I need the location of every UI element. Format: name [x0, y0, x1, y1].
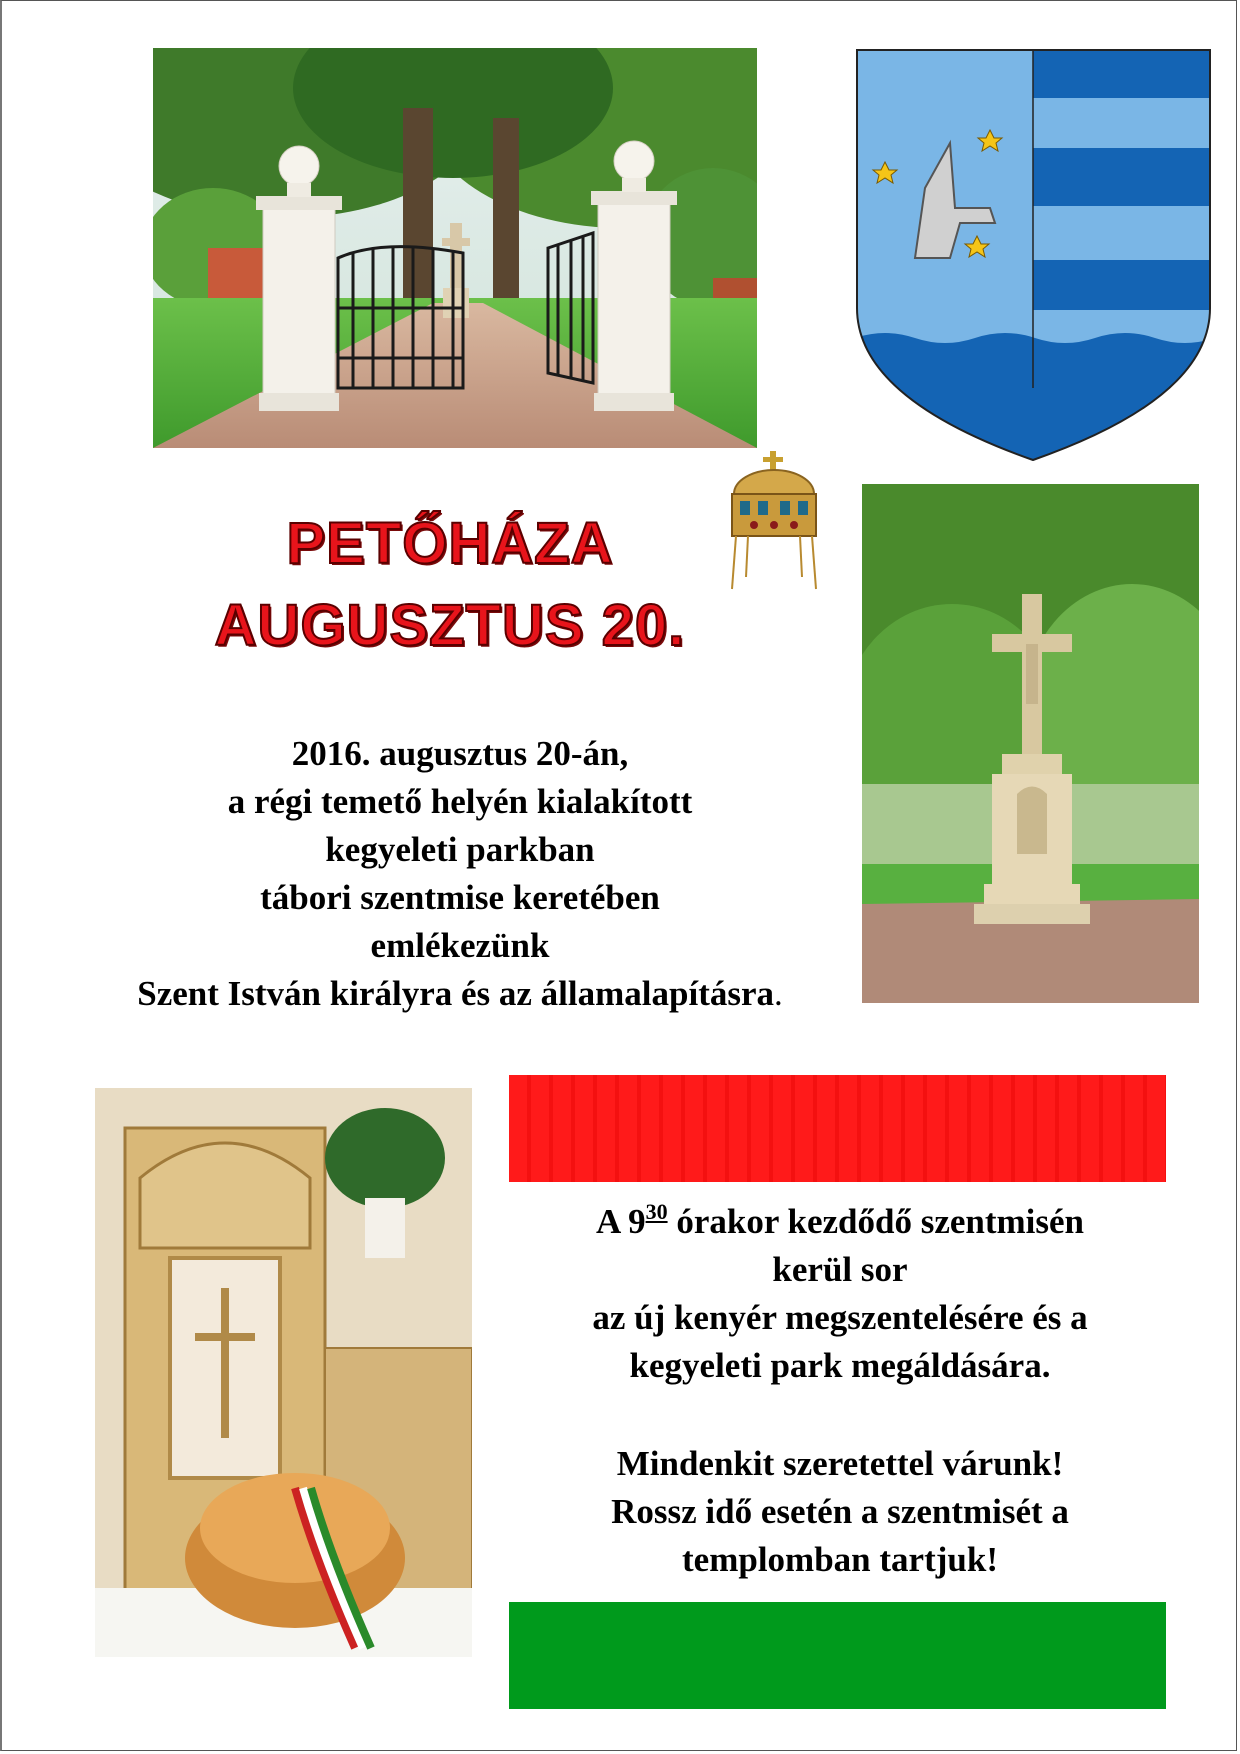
- mass-line: az új kenyér megszentelésére és a: [592, 1298, 1088, 1337]
- altar-illustration: [95, 1088, 472, 1657]
- title-line-2: AUGUSZTUS 20.: [214, 593, 686, 658]
- coat-of-arms-shield: [855, 48, 1212, 462]
- invite-line: Mindenkit szeretettel várunk!: [616, 1444, 1064, 1483]
- mass-text: [500, 1188, 1180, 1390]
- intro-line: tábori szentmise keretében: [260, 878, 660, 917]
- cemetery-gate-illustration: [153, 48, 757, 448]
- intro-line: kegyeleti parkban: [325, 830, 595, 869]
- altar-with-bread-photo: [95, 1088, 472, 1657]
- intro-line: emlékezünk: [370, 926, 550, 965]
- intro-line-last: [60, 970, 860, 1018]
- flag-red-stripe: [509, 1075, 1166, 1182]
- intro-text: [60, 730, 860, 1018]
- mass-minutes: 30: [645, 1199, 668, 1224]
- cemetery-gate-photo: [153, 48, 757, 448]
- mass-prefix: A 9: [595, 1202, 646, 1241]
- mass-line: kerül sor: [772, 1250, 908, 1289]
- invite-text: [500, 1440, 1180, 1584]
- title-line-1: PETŐHÁZA: [286, 511, 614, 576]
- mass-line-time: [500, 1188, 1180, 1246]
- wayside-cross-illustration: [862, 484, 1199, 1003]
- mass-line: kegyeleti park megáldására.: [629, 1346, 1051, 1385]
- intro-line-text: Szent István királyra és az államalapításra: [137, 974, 775, 1013]
- wayside-cross-photo: [862, 484, 1199, 1003]
- mass-suffix: órakor kezdődő szentmisén: [667, 1202, 1085, 1241]
- intro-line: a régi temető helyén kialakított: [227, 782, 693, 821]
- invite-line: Rossz idő esetén a szentmisét a: [611, 1492, 1069, 1531]
- invite-line: templomban tartjuk!: [682, 1540, 998, 1579]
- flag-green-stripe: [509, 1602, 1166, 1709]
- coat-of-arms: [855, 48, 1212, 462]
- intro-line: 2016. augusztus 20-án,: [291, 734, 629, 773]
- intro-final-dot: .: [774, 974, 783, 1013]
